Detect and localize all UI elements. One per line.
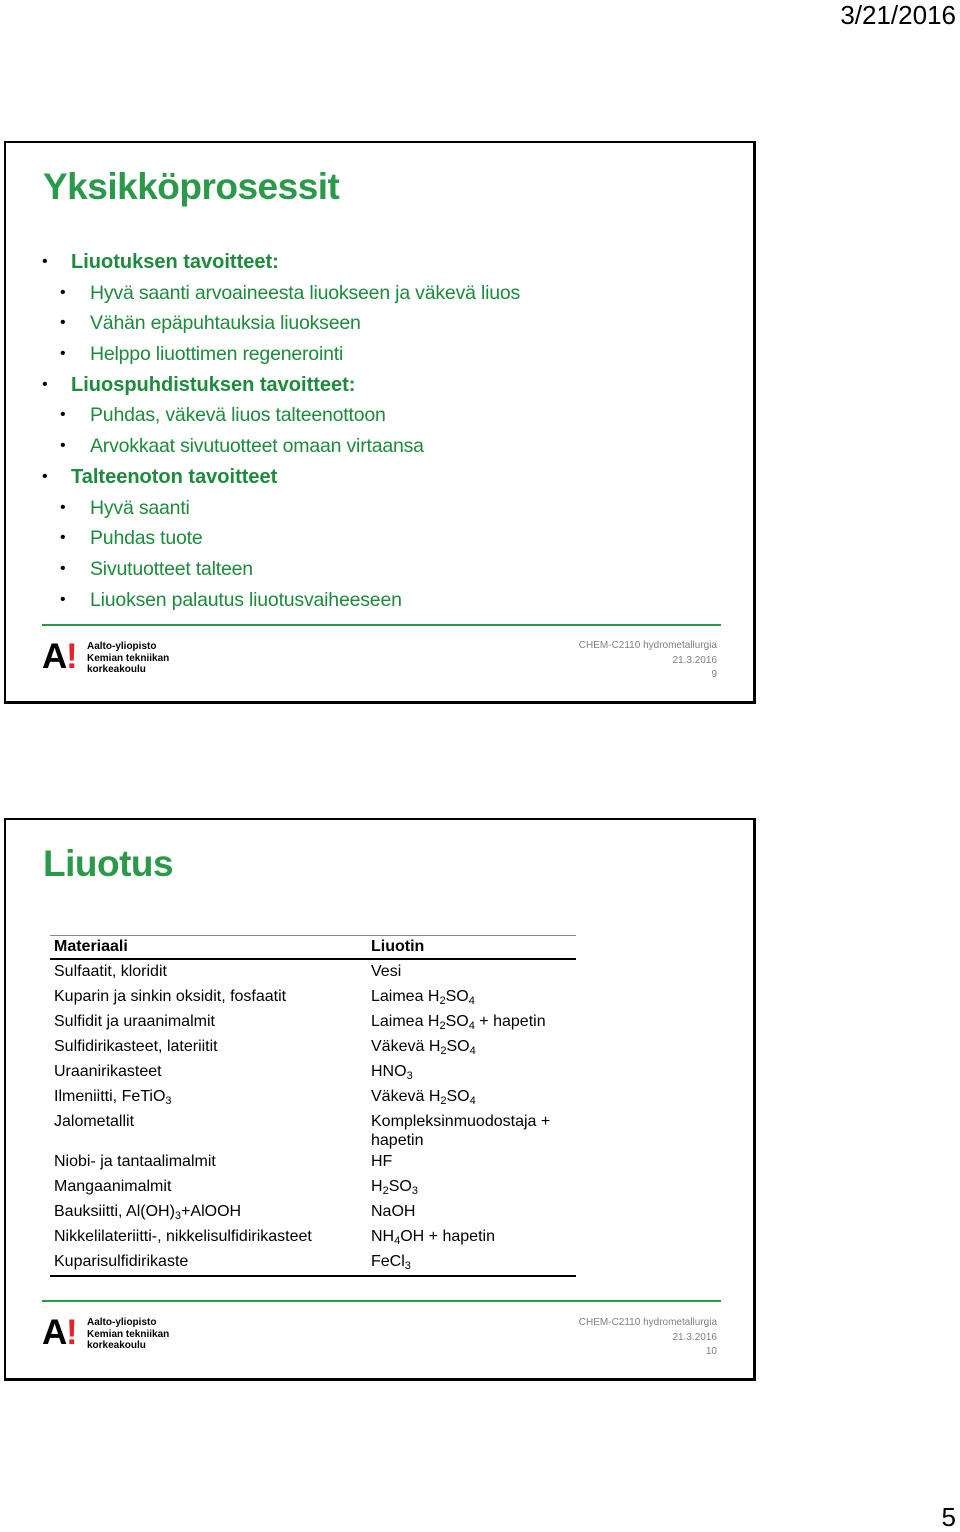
footer-divider (42, 1300, 721, 1302)
bullet-text: Hyvä saanti arvoaineesta liuokseen ja väkevä liuos (90, 281, 521, 304)
subscript: 3 (404, 1260, 411, 1272)
cell-material: Sulfidit ja uraanimalmit (54, 1013, 215, 1030)
bullet-dot-icon: • (60, 590, 66, 608)
text-segment: Laimea H (371, 1013, 440, 1030)
bullet-item (42, 523, 742, 554)
text-segment: SO (445, 988, 469, 1005)
slide-title: Yksikköprosessit (43, 166, 340, 207)
table-row (50, 1200, 576, 1225)
text-segment: NH (371, 1228, 395, 1245)
logo-exclamation: ! (66, 637, 78, 676)
bullet-text: Puhdas tuote (90, 527, 203, 550)
cell-material: Mangaanimalmit (54, 1178, 172, 1195)
aalto-logo (42, 637, 182, 676)
text-segment: SO (445, 1013, 469, 1030)
bullet-dot-icon: • (60, 345, 66, 363)
bullet-item (42, 431, 742, 462)
bullet-dot-icon: • (42, 375, 48, 393)
bullet-text: Talteenoton tavoitteet (71, 465, 278, 488)
cell-solvent (367, 1150, 576, 1175)
cell-material: Kuparin ja sinkin oksidit, fosfaatit (54, 988, 287, 1005)
bullet-dot-icon: • (42, 467, 48, 485)
bullet-text: Liuotuksen tavoitteet: (71, 251, 279, 273)
bullet-dot-icon: • (60, 314, 66, 332)
subscript: 3 (406, 1070, 413, 1082)
table-row (50, 1250, 576, 1276)
header-materiaali: Materiaali (50, 936, 367, 960)
cell-solvent (367, 985, 576, 1010)
bullet-item (42, 370, 742, 401)
bullet-dot-icon: • (60, 498, 66, 516)
slide-number: 9 (711, 669, 717, 680)
cell-solvent (367, 959, 576, 985)
bullet-text: Sivutuotteet talteen (90, 557, 253, 580)
page-number: 5 (941, 1502, 956, 1532)
bullet-item (42, 247, 742, 278)
text-segment: Laimea H (371, 988, 440, 1005)
cell-solvent (367, 1200, 576, 1225)
cell-material: Sulfidirikasteet, lateriitit (54, 1038, 218, 1055)
text-segment: H (371, 1178, 383, 1195)
text-segment: Vesi (371, 963, 402, 980)
table-row (50, 1225, 576, 1250)
table-row (50, 1175, 576, 1200)
subscript: 3 (174, 1210, 182, 1222)
bullet-dot-icon: • (42, 253, 48, 270)
course-code: CHEM-C2110 hydrometallurgia (578, 1317, 717, 1328)
subscript: 3 (411, 1185, 418, 1197)
subscript: 4 (469, 1045, 476, 1057)
table-row (50, 1110, 576, 1150)
bullet-text: Arvokkaat sivutuotteet omaan virtaansa (90, 435, 424, 458)
text-segment: +AlOOH (181, 1203, 242, 1220)
cell-material: Niobi- ja tantaalimalmit (54, 1153, 216, 1170)
bullet-item (42, 585, 742, 616)
aalto-logo (42, 1313, 182, 1352)
subscript: 4 (468, 1020, 475, 1032)
subscript: 2 (440, 1045, 447, 1057)
text-segment: SO (446, 1088, 470, 1105)
table-row (50, 1060, 576, 1085)
text-segment: NaOH (371, 1203, 416, 1220)
bullet-dot-icon: • (60, 283, 66, 301)
text-segment: Väkevä H (371, 1038, 441, 1055)
logo-org-name: Aalto-yliopisto Kemian tekniikan korkeakoulu (87, 1317, 170, 1351)
cell-material: Nikkelilateriitti-, nikkelisulfidirikasteet (54, 1228, 312, 1245)
text-segment: Kompleksinmuodostaja + hapetin (371, 1113, 551, 1149)
subscript: 2 (440, 1095, 447, 1107)
text-segment: Väkevä H (371, 1088, 441, 1105)
subscript: 4 (394, 1235, 401, 1247)
bullet-list (42, 247, 742, 615)
bullet-text: Vähän epäpuhtauksia liuokseen (90, 312, 361, 335)
bullet-dot-icon: • (60, 559, 66, 577)
bullet-text: Liuoksen palautus liuotusvaiheeseen (90, 588, 402, 611)
header-liuotin: Liuotin (367, 936, 576, 960)
table-row (50, 1150, 576, 1175)
bullet-text: Puhdas, väkevä liuos talteenottoon (90, 404, 386, 427)
cell-solvent (367, 1010, 576, 1035)
subscript: 2 (439, 1020, 446, 1032)
bullet-item (42, 339, 742, 370)
cell-solvent (367, 1225, 576, 1250)
subscript: 4 (468, 995, 475, 1007)
footer-divider (42, 624, 721, 626)
cell-material: Sulfaatit, kloridit (54, 963, 167, 980)
cell-solvent (367, 1110, 576, 1150)
subscript: 2 (439, 995, 446, 1007)
dissolution-table (50, 935, 576, 1277)
bullet-dot-icon: • (60, 529, 66, 547)
text-segment: FeCl (371, 1253, 405, 1270)
text-segment: HF (371, 1153, 393, 1170)
subscript: 2 (382, 1185, 389, 1197)
table-row (50, 1035, 576, 1060)
text-segment: HNO (371, 1063, 407, 1080)
text-segment: + hapetin (474, 1013, 546, 1030)
slide-title: Liuotus (43, 843, 174, 884)
bullet-dot-icon: • (60, 406, 66, 424)
bullet-item (42, 493, 742, 524)
table-row (50, 1085, 576, 1110)
bullet-text: Liuospuhdistuksen tavoitteet: (71, 373, 356, 396)
cell-solvent (367, 1250, 576, 1276)
logo-a-mark: A (42, 637, 68, 676)
bullet-item (42, 462, 742, 493)
slide-meta (579, 1316, 717, 1360)
text-segment: Bauksiitti, Al(OH) (54, 1203, 175, 1220)
cell-material (50, 1085, 367, 1110)
bullet-text: Hyvä saanti (90, 496, 190, 519)
slide-liuotus (4, 818, 756, 1381)
slide-yksikkoprosessit (4, 141, 756, 704)
table-header-row (50, 936, 576, 960)
text-segment: SO (388, 1178, 412, 1195)
text-segment: OH + hapetin (400, 1228, 495, 1245)
cell-material: Uraanirikasteet (54, 1063, 162, 1080)
cell-solvent (367, 1175, 576, 1200)
logo-exclamation: ! (66, 1313, 78, 1352)
slide-number: 10 (705, 1346, 717, 1357)
bullet-dot-icon: • (60, 437, 66, 455)
table-row (50, 985, 576, 1010)
cell-solvent (367, 1085, 576, 1110)
slide-date: 21.3.2016 (672, 1331, 717, 1343)
bullet-text: Helppo liuottimen regenerointi (90, 343, 344, 366)
slide-meta (579, 639, 717, 683)
bullet-item (42, 400, 742, 431)
logo-org-name: Aalto-yliopisto Kemian tekniikan korkeakoulu (87, 641, 170, 675)
cell-material: Jalometallit (54, 1113, 135, 1130)
text-segment: SO (446, 1038, 470, 1055)
cell-material: Kuparisulfidirikaste (50, 1250, 367, 1276)
bullet-item (42, 308, 742, 339)
slide-date: 21.3.2016 (672, 654, 717, 666)
subscript: 3 (165, 1095, 172, 1107)
bullet-item (42, 554, 742, 585)
bullet-item (42, 278, 742, 309)
cell-material (50, 1200, 367, 1225)
course-code: CHEM-C2110 hydrometallurgia (578, 640, 717, 651)
text-segment: Ilmeniitti, FeTiO (54, 1088, 166, 1105)
subscript: 4 (469, 1095, 476, 1107)
page-date: 3/21/2016 (840, 0, 956, 30)
cell-solvent (367, 1060, 576, 1085)
table-row (50, 959, 576, 985)
table-row (50, 1010, 576, 1035)
logo-a-mark: A (42, 1313, 68, 1352)
cell-solvent (367, 1035, 576, 1060)
